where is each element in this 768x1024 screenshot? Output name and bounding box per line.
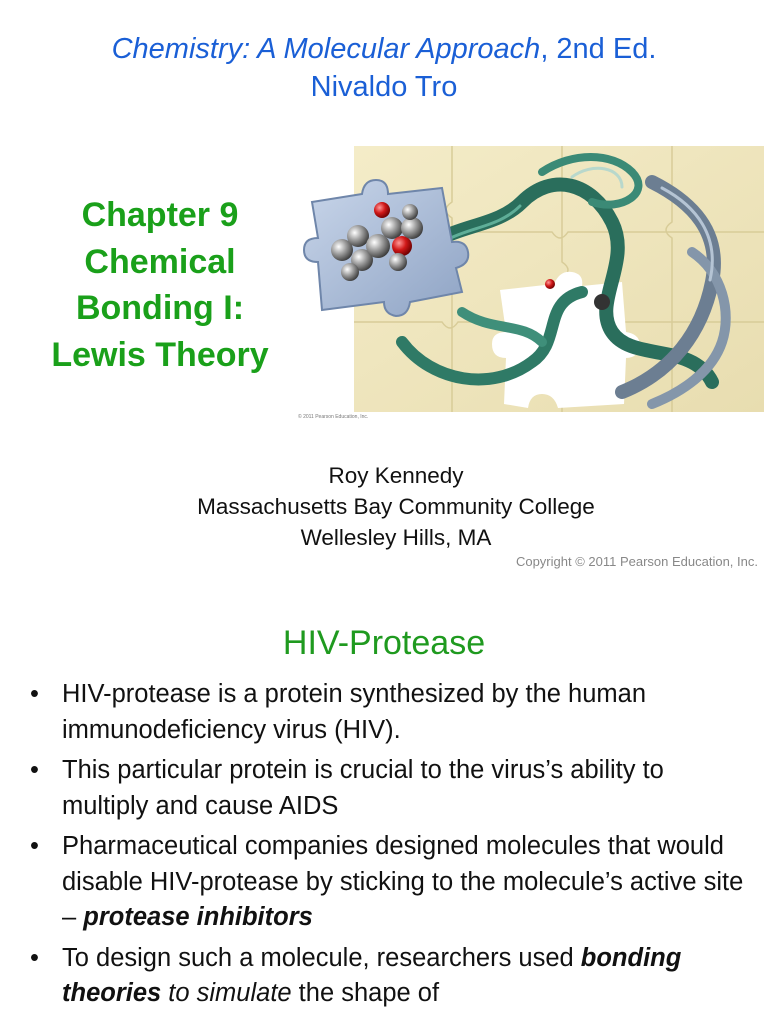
presenter-info <box>0 460 768 553</box>
presenter-location: Wellesley Hills, MA <box>300 525 492 550</box>
book-title-edition: , 2nd Ed. <box>540 33 657 65</box>
bullet-icon: • <box>30 943 39 972</box>
protein-puzzle-illustration <box>292 142 768 422</box>
presenter-institution: Massachusetts Bay Community College <box>197 494 595 519</box>
active-site-atom <box>594 294 610 310</box>
bullet-italic: to simulate <box>161 979 292 1007</box>
bullet-emphasis: protease inhibitors <box>83 903 313 931</box>
book-author: Nivaldo Tro <box>310 71 458 103</box>
list-item <box>28 677 748 748</box>
presenter-name: Roy Kennedy <box>328 463 464 488</box>
active-site-atom <box>545 279 555 289</box>
book-title-main: Chemistry: A Molecular Approach <box>111 33 541 65</box>
hiv-protease-figure <box>292 142 768 422</box>
bullet-text: HIV-protease is a protein synthesized by the human immunodeficiency virus (HIV). <box>62 680 646 744</box>
bullet-emphasis: bonding theories <box>62 943 682 1007</box>
bullet-icon: • <box>30 832 39 860</box>
bullet-list <box>28 677 748 1017</box>
content-slide <box>0 590 768 1024</box>
chapter-title <box>20 192 300 378</box>
chapter-line: Chapter 9 <box>81 196 239 234</box>
book-title <box>0 30 768 106</box>
chapter-line: Lewis Theory <box>51 335 269 374</box>
list-item <box>28 753 748 824</box>
figure-credit: © 2011 Pearson Education, Inc. <box>298 414 369 420</box>
copyright-notice: Copyright © 2011 Pearson Education, Inc. <box>515 554 758 569</box>
chapter-line: Chemical <box>84 242 236 281</box>
chapter-line: Bonding I: <box>75 289 245 327</box>
bullet-text: To design such a molecule, researchers used <box>62 943 581 972</box>
bullet-text: This particular protein is crucial to the virus’s ability to multiply and cause AIDS <box>62 756 664 820</box>
bullet-icon: • <box>30 756 39 784</box>
bullet-text: the shape of <box>291 979 440 1007</box>
bullet-icon: • <box>30 680 39 708</box>
bullet-text: Pharmaceutical companies designed molecules that would disable HIV-protease by sticking to the molecule’s active site – <box>62 832 744 931</box>
list-item <box>28 941 748 1012</box>
list-item <box>28 829 748 936</box>
slide-title: HIV-Protease <box>282 624 486 662</box>
